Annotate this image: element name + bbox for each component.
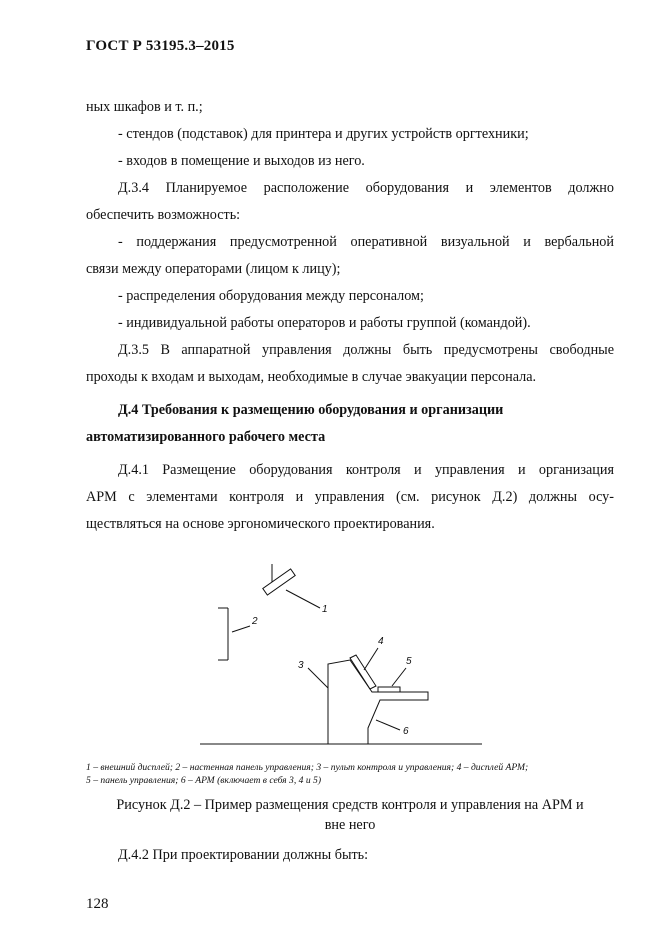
text-line: обеспечить возможность:: [86, 207, 241, 223]
figure-label-4: 4: [378, 636, 384, 647]
figure-legend: 5 – панель управления; 6 – АРМ (включает в себя 3, 4 и 5): [86, 775, 322, 786]
leader-2: [232, 626, 250, 632]
leader-5: [392, 668, 406, 686]
external-display: [263, 569, 295, 595]
list-item: - индивидуальной работы операторов и работы группой (командой).: [118, 315, 531, 331]
page-number: 128: [86, 896, 109, 912]
section-heading-cont: автоматизированного рабочего места: [86, 429, 326, 445]
leader-3: [308, 668, 328, 688]
figure-caption-cont: вне него: [324, 817, 376, 833]
figure-label-3: 3: [298, 660, 304, 671]
list-item: - поддержания предусмотренной оперативной визуальной и вербальной: [118, 234, 614, 250]
section-heading: Д.4 Требования к размещению оборудования и организации: [118, 402, 504, 418]
text-line: АРМ с элементами контроля и управления (см. рисунок Д.2) должны осу-: [86, 489, 614, 505]
console: [328, 660, 428, 744]
text-line: ществляться на основе эргономического проектирования.: [86, 516, 435, 532]
list-item: - распределения оборудования между персоналом;: [118, 288, 424, 304]
document-header: ГОСТ Р 53195.3–2015: [86, 38, 235, 54]
leader-1: [286, 590, 320, 608]
figure-caption: Рисунок Д.2 – Пример размещения средств контроля и управления на АРМ и: [116, 797, 584, 813]
control-panel: [378, 687, 400, 692]
workstation-display: [350, 655, 376, 689]
figure-label-2: 2: [252, 616, 258, 627]
figure-label-1: 1: [322, 604, 328, 615]
leader-6: [376, 720, 400, 730]
paragraph-d34: Д.3.4 Планируемое расположение оборудования и элементов должно: [118, 180, 614, 196]
list-item: - стендов (подставок) для принтера и других устройств оргтехники;: [118, 126, 529, 142]
figure-label-6: 6: [403, 726, 409, 737]
paragraph-d42: Д.4.2 При проектировании должны быть:: [118, 847, 369, 863]
paragraph-d35: Д.3.5 В аппаратной управления должны быть предусмотрены свободные: [118, 342, 614, 358]
paragraph-d41: Д.4.1 Размещение оборудования контроля и управления и организация: [118, 462, 614, 478]
figure-label-5: 5: [406, 656, 412, 667]
workstation-figure: [200, 560, 500, 750]
figure-legend: 1 – внешний дисплей; 2 – настенная панель управления; 3 – пульт контроля и управления; 4 – дисплей АРМ;: [86, 762, 529, 773]
list-item: - входов в помещение и выходов из него.: [118, 153, 365, 169]
text-line: связи между операторами (лицом к лицу);: [86, 261, 341, 277]
text-line: проходы к входам и выходам, необходимые в случае эвакуации персонала.: [86, 369, 537, 385]
leader-4: [364, 648, 378, 670]
text-line: ных шкафов и т. п.;: [86, 99, 203, 115]
